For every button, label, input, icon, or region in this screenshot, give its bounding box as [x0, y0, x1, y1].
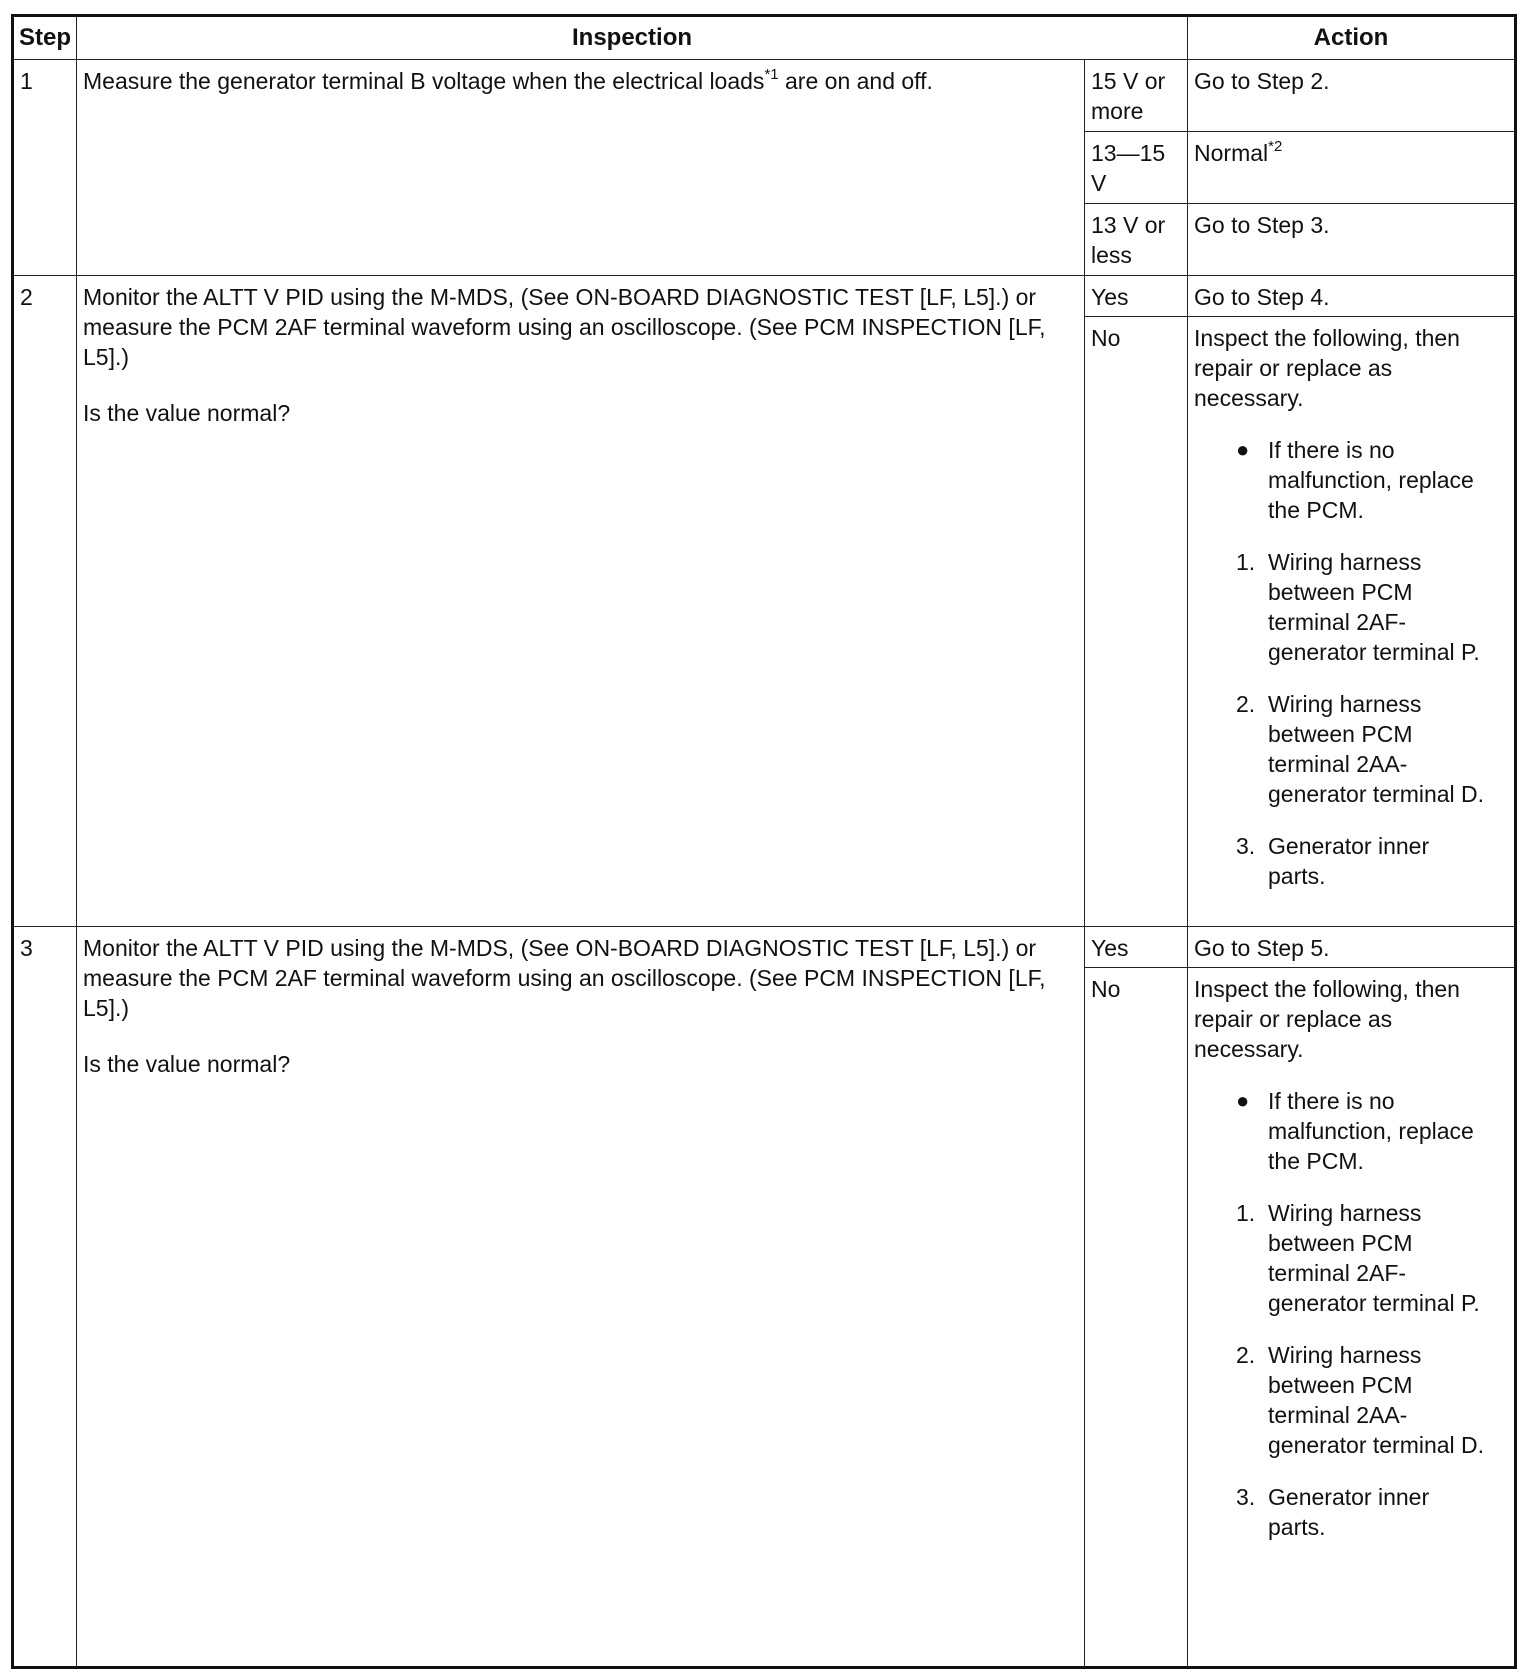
- list-number: 3.: [1236, 1484, 1256, 1510]
- list-item: [1236, 1482, 1488, 1542]
- action-cell: [1188, 968, 1516, 1668]
- bullet-list: [1194, 435, 1508, 525]
- list-number: 3.: [1236, 833, 1256, 859]
- table-row-step-1: [13, 60, 1516, 132]
- list-item-text: Generator inner parts.: [1268, 833, 1430, 889]
- action-text: Normal: [1194, 140, 1269, 166]
- action-cell: [1188, 132, 1516, 204]
- inspection-text: Measure the generator terminal B voltage when the electrical loads: [83, 68, 765, 94]
- action-cell: Go to Step 4.: [1188, 276, 1516, 317]
- inspection-text: Monitor the ALTT V PID using the M-MDS, (See ON-BOARD DIAGNOSTIC TEST [LF, L5].) or measure the PCM 2AF terminal waveform using an oscilloscope. (See PCM INSPECTION [LF, L5].): [83, 935, 1046, 1021]
- condition-cell: Yes: [1085, 927, 1188, 968]
- diagnostic-table: [11, 14, 1517, 1669]
- header-action: Action: [1188, 16, 1516, 60]
- list-number: 2.: [1236, 691, 1256, 717]
- list-item: [1236, 689, 1488, 809]
- inspection-question: Is the value normal?: [83, 400, 291, 426]
- list-item: [1236, 547, 1488, 667]
- list-item-text: Wiring harness between PCM terminal 2AF-generator terminal P.: [1268, 549, 1480, 665]
- condition-cell: 13 V or less: [1085, 204, 1188, 276]
- list-item: [1236, 831, 1488, 891]
- condition-cell: Yes: [1085, 276, 1188, 317]
- inspection-text: Monitor the ALTT V PID using the M-MDS, (See ON-BOARD DIAGNOSTIC TEST [LF, L5].) or measure the PCM 2AF terminal waveform using an oscilloscope. (See PCM INSPECTION [LF, L5].): [83, 284, 1046, 370]
- inspection-text-tail: are on and off.: [778, 68, 933, 94]
- action-cell: Go to Step 5.: [1188, 927, 1516, 968]
- step-number: 2: [13, 276, 77, 927]
- footnote-marker: *2: [1268, 138, 1283, 155]
- list-item: ● If there is no malfunction, replace the PCM.: [1236, 435, 1488, 525]
- inspection-cell: [77, 276, 1085, 927]
- action-cell: Go to Step 2.: [1188, 60, 1516, 132]
- list-number: 1.: [1236, 1200, 1256, 1226]
- numbered-list: [1194, 547, 1508, 891]
- condition-cell: 13—15 V: [1085, 132, 1188, 204]
- step-number: 3: [13, 927, 77, 1668]
- list-item: ● If there is no malfunction, replace the PCM.: [1236, 1086, 1488, 1176]
- list-number: 2.: [1236, 1342, 1256, 1368]
- numbered-list: [1194, 1198, 1508, 1542]
- bullet-list: [1194, 1086, 1508, 1176]
- action-intro: Inspect the following, then repair or replace as necessary.: [1194, 325, 1460, 411]
- table-header-row: [13, 16, 1516, 60]
- list-item-text: Generator inner parts.: [1268, 1484, 1430, 1540]
- inspection-cell: [77, 927, 1085, 1668]
- footnote-marker: *1: [764, 66, 779, 83]
- action-cell: [1188, 317, 1516, 927]
- list-item: [1236, 1198, 1488, 1318]
- header-step: Step: [13, 16, 77, 60]
- inspection-cell: [77, 60, 1085, 276]
- table-row-step-2: [13, 276, 1516, 317]
- list-item: [1236, 1340, 1488, 1460]
- header-inspection: Inspection: [77, 16, 1188, 60]
- condition-cell: No: [1085, 317, 1188, 927]
- list-item-text: Wiring harness between PCM terminal 2AF-generator terminal P.: [1268, 1200, 1480, 1316]
- list-item-text: Wiring harness between PCM terminal 2AA-generator terminal D.: [1268, 691, 1485, 807]
- action-intro: Inspect the following, then repair or replace as necessary.: [1194, 976, 1460, 1062]
- table-row-step-3: [13, 927, 1516, 968]
- condition-cell: No: [1085, 968, 1188, 1668]
- list-number: 1.: [1236, 549, 1256, 575]
- inspection-question: Is the value normal?: [83, 1051, 291, 1077]
- diagnostic-procedure-sheet: [11, 14, 1514, 1669]
- condition-cell: 15 V or more: [1085, 60, 1188, 132]
- step-number: 1: [13, 60, 77, 276]
- list-item-text: Wiring harness between PCM terminal 2AA-generator terminal D.: [1268, 1342, 1485, 1458]
- action-cell: Go to Step 3.: [1188, 204, 1516, 276]
